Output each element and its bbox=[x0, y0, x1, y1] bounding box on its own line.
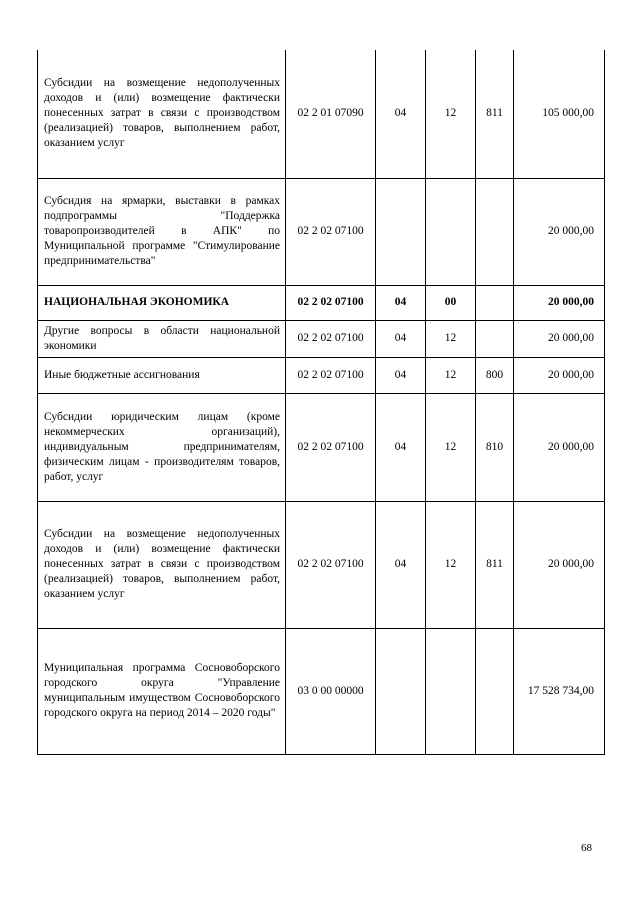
row-code: 02 2 02 07100 bbox=[286, 357, 376, 393]
row-subsection: 12 bbox=[426, 501, 476, 628]
table-row bbox=[38, 285, 605, 320]
row-code: 02 2 02 07100 bbox=[286, 501, 376, 628]
row-name: Иные бюджетные ассигнования bbox=[38, 357, 286, 393]
row-code: 02 2 01 07090 bbox=[286, 50, 376, 178]
table-row bbox=[38, 628, 605, 754]
row-section bbox=[376, 628, 426, 754]
row-name: Муниципальная программа Сосновоборского городского округа "Управление муниципальным имуществом Сосновоборского городского округа на период 2014 – 2020 годы" bbox=[38, 628, 286, 754]
row-code: 02 2 02 07100 bbox=[286, 178, 376, 285]
row-code: 02 2 02 07100 bbox=[286, 320, 376, 357]
row-name: Субсидия на ярмарки, выставки в рамках подпрограммы "Поддержка товаропроизводителей в АПК" по Муниципальной программе "Стимулирование предпринимательства" bbox=[38, 178, 286, 285]
row-code: 02 2 02 07100 bbox=[286, 285, 376, 320]
row-section: 04 bbox=[376, 501, 426, 628]
row-amount: 20 000,00 bbox=[514, 320, 605, 357]
row-section: 04 bbox=[376, 50, 426, 178]
row-name: Субсидии на возмещение недополученных доходов и (или) возмещение фактически понесенных затрат в связи с производством (реализацией) товаров, выполнением работ, оказанием услуг bbox=[38, 50, 286, 178]
row-amount: 105 000,00 bbox=[514, 50, 605, 178]
row-name: Субсидии на возмещение недополученных доходов и (или) возмещение фактически понесенных затрат в связи с производством (реализацией) товаров, выполнением работ, оказанием услуг bbox=[38, 501, 286, 628]
row-type: 800 bbox=[476, 357, 514, 393]
row-type: 810 bbox=[476, 393, 514, 501]
row-name: Другие вопросы в области национальной экономики bbox=[38, 320, 286, 357]
row-section: 04 bbox=[376, 393, 426, 501]
row-subsection: 12 bbox=[426, 50, 476, 178]
row-code: 02 2 02 07100 bbox=[286, 393, 376, 501]
row-code: 03 0 00 00000 bbox=[286, 628, 376, 754]
row-name: Субсидии юридическим лицам (кроме некоммерческих организаций), индивидуальным предпринимателям, физическим лицам - производителям товаров, работ, услуг bbox=[38, 393, 286, 501]
row-subsection bbox=[426, 178, 476, 285]
table-row bbox=[38, 357, 605, 393]
row-type bbox=[476, 178, 514, 285]
page-number: 68 bbox=[581, 842, 592, 854]
row-section bbox=[376, 178, 426, 285]
row-type: 811 bbox=[476, 501, 514, 628]
budget-table bbox=[37, 50, 605, 755]
row-amount: 20 000,00 bbox=[514, 178, 605, 285]
row-type bbox=[476, 320, 514, 357]
row-subsection: 12 bbox=[426, 320, 476, 357]
row-name: НАЦИОНАЛЬНАЯ ЭКОНОМИКА bbox=[38, 285, 286, 320]
row-type bbox=[476, 628, 514, 754]
row-amount: 20 000,00 bbox=[514, 501, 605, 628]
row-subsection bbox=[426, 628, 476, 754]
row-section: 04 bbox=[376, 320, 426, 357]
table-row bbox=[38, 50, 605, 178]
row-subsection: 12 bbox=[426, 357, 476, 393]
table-row bbox=[38, 393, 605, 501]
row-subsection: 00 bbox=[426, 285, 476, 320]
row-section: 04 bbox=[376, 285, 426, 320]
row-amount: 20 000,00 bbox=[514, 285, 605, 320]
row-amount: 17 528 734,00 bbox=[514, 628, 605, 754]
row-amount: 20 000,00 bbox=[514, 393, 605, 501]
row-type: 811 bbox=[476, 50, 514, 178]
table-row bbox=[38, 501, 605, 628]
table-row bbox=[38, 178, 605, 285]
row-subsection: 12 bbox=[426, 393, 476, 501]
row-type bbox=[476, 285, 514, 320]
table-row bbox=[38, 320, 605, 357]
row-amount: 20 000,00 bbox=[514, 357, 605, 393]
row-section: 04 bbox=[376, 357, 426, 393]
